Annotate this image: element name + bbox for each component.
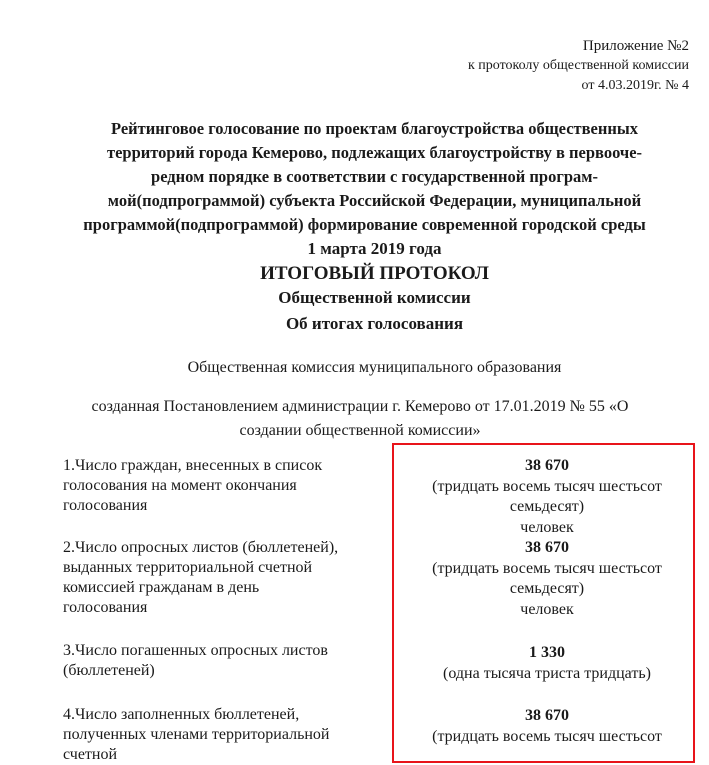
document-title	[30, 117, 709, 336]
value-words: семьдесят)	[509, 498, 585, 515]
value-words: (тридцать восемь тысяч шестьсот	[432, 727, 662, 745]
row-value-3	[392, 643, 702, 684]
title-line: Рейтинговое голосование по проектам благоустройства общественных	[110, 119, 639, 138]
commission-decree	[40, 395, 680, 443]
title-line: редном порядке в соответствии с государственной програм-	[151, 167, 598, 186]
row-label-4	[63, 705, 383, 765]
value-number: 1 330	[529, 644, 565, 661]
row-label-2	[63, 538, 383, 618]
decree-line: созданная Постановлением администрации г. Кемерово от 17.01.2019 № 55 «О	[91, 398, 629, 415]
row-value-1	[392, 456, 702, 538]
label-line: выданных территориальной счетной	[63, 559, 313, 576]
label-line: комиссией гражданам в день	[63, 579, 260, 596]
label-line: полученных членами территориальной	[63, 726, 330, 743]
protocol-subheading-2: Об итогах голосования	[285, 314, 464, 333]
appendix-note	[468, 36, 689, 96]
title-line: территорий города Кемерово, подлежащих благоустройству в первооче-	[106, 143, 643, 162]
protocol-heading: ИТОГОВЫЙ ПРОТОКОЛ	[260, 263, 489, 284]
value-words: (одна тысяча триста тридцать)	[443, 664, 651, 682]
row-value-4	[392, 706, 702, 747]
appendix-ref: к протоколу общественной комиссии	[467, 58, 689, 73]
title-line: программой(подпрограммой) формирование современной городской среды	[83, 215, 646, 234]
row-value-2	[392, 538, 702, 620]
value-unit: человек	[520, 518, 574, 536]
label-line: (бюллетеней)	[63, 662, 155, 679]
value-number: 38 670	[525, 539, 569, 556]
title-line: мой(подпрограммой) субъекта Российской Федерации, муниципальной	[107, 191, 642, 210]
value-words: семьдесят)	[509, 580, 585, 597]
voting-date: 1 марта 2019 года	[307, 239, 442, 258]
row-label-1	[63, 456, 383, 516]
label-line: голосования	[63, 497, 148, 514]
value-unit: человек	[520, 600, 574, 618]
label-line: 3.Число погашенных опросных листов	[63, 642, 328, 659]
label-line: голосования на момент окончания	[63, 477, 297, 494]
label-line: 4.Число заполненных бюллетеней,	[63, 706, 300, 723]
decree-line: создании общественной комиссии»	[239, 422, 481, 439]
value-words: (тридцать восемь тысяч шестьсот	[432, 477, 662, 495]
label-line: счетной	[63, 746, 118, 763]
value-number: 38 670	[525, 707, 569, 724]
protocol-subheading-1: Общественной комиссии	[278, 288, 471, 307]
label-line: 2.Число опросных листов (бюллетеней),	[63, 539, 339, 556]
label-line: 1.Число граждан, внесенных в список	[63, 457, 323, 474]
appendix-number: Приложение №2	[582, 38, 689, 54]
commission-name: Общественная комиссия муниципального образования	[187, 359, 562, 376]
label-line: голосования	[63, 599, 148, 616]
row-label-3	[63, 641, 383, 681]
value-number: 38 670	[525, 457, 569, 474]
value-words: (тридцать восемь тысяч шестьсот	[432, 559, 662, 577]
appendix-date: от 4.03.2019г. № 4	[581, 78, 689, 93]
